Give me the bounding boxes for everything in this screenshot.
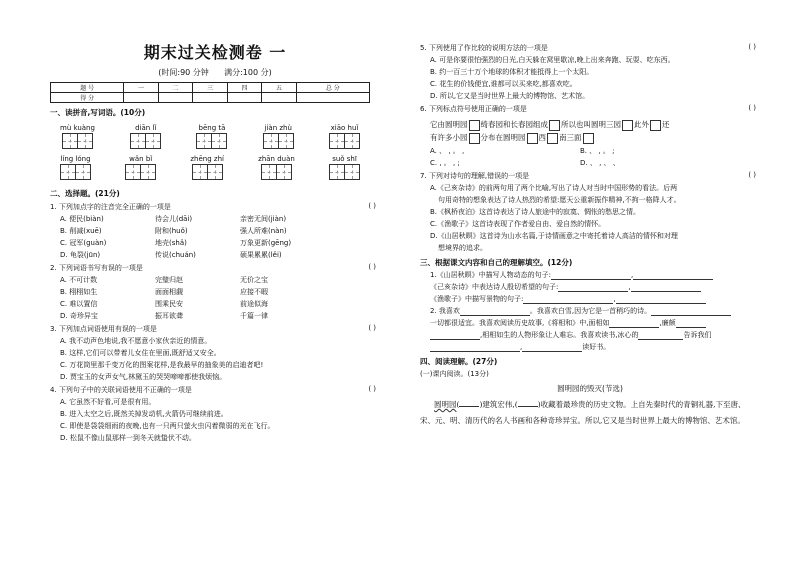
pinyin-item xyxy=(263,124,294,149)
option: 无价之宝 xyxy=(240,276,268,284)
writing-grid[interactable] xyxy=(329,133,360,149)
punct-box[interactable] xyxy=(650,120,661,131)
writing-grid[interactable] xyxy=(329,164,360,180)
passage-text: 分布在圆明园 xyxy=(480,133,526,142)
answer-blank[interactable] xyxy=(551,279,631,280)
option: D. 龟裂(jūn) xyxy=(60,251,101,259)
answer-paren[interactable]: ( ) xyxy=(748,171,756,179)
fill-line xyxy=(430,330,760,340)
section-2-heading: 二、选择题。(21分) xyxy=(50,189,120,198)
answer-paren[interactable]: ( ) xyxy=(368,263,376,271)
time-label: (时间:90 分钟 xyxy=(158,68,209,77)
passage-text: 所以也叫圆明三园 xyxy=(561,120,621,129)
score-input-cell[interactable] xyxy=(124,93,158,103)
option: C. 万花筒里那千变万化的图案花样,是我最早的抽象美的启迪者吧! xyxy=(60,361,264,369)
answer-paren[interactable]: ( ) xyxy=(368,324,376,332)
option: 待会儿(dāi) xyxy=(155,215,193,223)
pinyin-text: xiāo huǐ xyxy=(330,124,359,132)
writing-grid[interactable] xyxy=(130,133,161,149)
right-column xyxy=(420,40,760,429)
passage-text: 的青铜礼器,下至唐、宋、元、明、清历代的名人书画和各种奇珍异宝。所以,它 xyxy=(420,400,746,425)
option: 万象更新(gēng) xyxy=(240,239,292,247)
section-3-heading: 三、根据课文内容和自己的理解填空。(12分) xyxy=(420,258,573,267)
writing-grid[interactable] xyxy=(196,133,227,149)
question-text: 4. 下列句子中的关联词语使用不正确的一项是 xyxy=(50,386,192,394)
answer-blank[interactable] xyxy=(459,406,479,407)
fill-prompt: 读好书。 xyxy=(582,343,611,351)
fill-line: 《己亥杂诗》中表达诗人殷切希望的句子: , xyxy=(430,282,760,292)
answer-blank[interactable] xyxy=(633,279,713,280)
full-score-label: 满分:100 分) xyxy=(224,68,272,77)
option: C. 花生的价钱便宜,谁都可以买来吃,都喜欢吃。 xyxy=(430,80,577,88)
option: B. 进入太空之后,既然关掉发动机,火箭仍可继续前进。 xyxy=(60,410,228,418)
question-4 xyxy=(50,385,380,395)
writing-grid[interactable] xyxy=(261,164,292,180)
answer-paren[interactable]: ( ) xyxy=(368,385,376,393)
punct-box[interactable] xyxy=(622,120,633,131)
option: D. 所以,它又是当时世界上最大的博物馆、艺术馆。 xyxy=(430,92,590,100)
pinyin-item xyxy=(258,155,295,180)
q2-options xyxy=(60,275,380,321)
pinyin-row-1 xyxy=(60,124,360,149)
answer-blank[interactable] xyxy=(523,303,613,304)
pinyin-row-2 xyxy=(60,155,360,180)
left-column xyxy=(50,0,380,443)
question-text: 7. 下列对诗句的理解,错误的一项是 xyxy=(420,172,530,180)
score-head-cell: 题 号 xyxy=(51,83,124,93)
option: 亲密无间(jiàn) xyxy=(240,215,287,223)
answer-blank[interactable] xyxy=(676,327,706,328)
punct-box[interactable] xyxy=(469,120,480,131)
answer-blank[interactable] xyxy=(558,291,628,292)
fill-prompt: 告诉我们 xyxy=(683,331,712,339)
option: 强人所难(nàn) xyxy=(240,227,287,235)
answer-blank[interactable] xyxy=(430,339,480,340)
pinyin-text: diān lǐ xyxy=(135,124,157,132)
option: A. 不可计数 xyxy=(60,276,98,284)
question-2 xyxy=(50,263,380,273)
score-input-cell[interactable] xyxy=(262,93,296,103)
option: 千篇一律 xyxy=(240,312,268,320)
option: D.《山居秋暝》这首诗为山水名篇,于诗情画意之中寄托着诗人高洁的情怀和对理 xyxy=(430,232,678,240)
option: 附和(huǒ) xyxy=(155,227,188,235)
writing-grid[interactable] xyxy=(60,164,91,180)
question-text: 1. 下列加点字的注音完全正确的一项是 xyxy=(50,203,171,211)
fill-prompt: 。我喜欢白雪,因为它是一首稍巧的诗。 xyxy=(529,307,652,315)
score-head-cell: 四 xyxy=(227,83,261,93)
answer-paren[interactable]: ( ) xyxy=(368,202,376,210)
pinyin-text: bēng tā xyxy=(198,124,226,132)
subsection-heading: (一)课内阅读。(13分) xyxy=(420,370,489,378)
answer-blank[interactable] xyxy=(651,315,731,316)
pinyin-text: jiàn zhù xyxy=(264,124,292,132)
option: 完璧归赵 xyxy=(155,276,183,284)
answer-blank[interactable] xyxy=(518,406,538,407)
option: B.《枫桥夜泊》这首诗表达了诗人旅途中的寂寞、惆怅的愁思之情。 xyxy=(430,208,641,216)
writing-grid[interactable] xyxy=(263,133,294,149)
q6-options xyxy=(430,146,760,168)
option: A.《己亥杂诗》的前两句用了两个比喻,写出了诗人对当时中国形势的看法。后两 xyxy=(430,184,678,192)
option: D. 贾宝玉的女声女气,林黛玉的哭哭啼啼都使我烦恼。 xyxy=(60,373,227,381)
punct-box[interactable] xyxy=(469,133,480,144)
writing-grid[interactable] xyxy=(192,164,223,180)
pinyin-item xyxy=(60,155,91,180)
punct-box[interactable] xyxy=(547,133,558,144)
question-1 xyxy=(50,202,380,212)
passage-text: 它由圆明园 xyxy=(430,120,468,129)
answer-blank[interactable] xyxy=(522,351,582,352)
pinyin-text: líng lóng xyxy=(60,155,91,163)
reading-title: 圆明园的毁灭(节选) xyxy=(557,384,623,393)
fill-line xyxy=(430,318,760,328)
question-7 xyxy=(420,171,760,181)
pinyin-text: mù kuàng xyxy=(60,124,95,132)
passage-text: 此外 xyxy=(634,120,649,129)
fill-line xyxy=(430,306,760,316)
option: B. 栩栩如生 xyxy=(60,288,98,296)
answer-blank[interactable] xyxy=(460,315,530,316)
reading-passage: 圆明园( )建筑宏伟,( )收藏着最珍贵的历史文物。上自先秦时代的青铜礼器,下至唐、宋、元、明、清历代的名人书画和各种奇珍异宝。所以,它又是当时世界上最大的博物馆、艺术馆。 xyxy=(420,400,746,425)
punct-box[interactable] xyxy=(527,133,538,144)
score-head-cell: 二 xyxy=(158,83,192,93)
punct-box[interactable] xyxy=(583,133,594,144)
passage-text: 西 xyxy=(538,133,546,142)
pinyin-item xyxy=(60,124,95,149)
answer-paren[interactable]: ( ) xyxy=(748,43,756,51)
passage-text: 南三面 xyxy=(559,133,582,142)
punct-box[interactable] xyxy=(549,120,560,131)
pinyin-item xyxy=(130,124,161,149)
option: B. 这样,它们可以带着儿女住在里面,既舒适又安全。 xyxy=(60,349,221,357)
option: D. 奇珍异宝 xyxy=(60,312,98,320)
q1-options xyxy=(60,214,380,260)
question-3 xyxy=(50,324,380,334)
option: 地壳(shǎ) xyxy=(155,239,187,247)
passage-text: 圆明园 xyxy=(434,400,457,409)
fill-prompt: ,相相如生的人物形象让人难忘。我喜欢读书,冰心的 xyxy=(480,331,639,339)
fill-prompt: 2. 我喜欢 xyxy=(430,307,460,315)
score-head-cell: 一 xyxy=(124,83,158,93)
score-head-cell: 五 xyxy=(262,83,296,93)
question-text: 2. 下列词语书写有误的一项是 xyxy=(50,264,143,272)
option: C. , 。 , ; xyxy=(430,159,460,167)
pinyin-text: wǎn bǐ xyxy=(129,155,153,163)
fill-prompt: 《己亥杂诗》中表达诗人殷切希望的句子: xyxy=(430,283,559,291)
option: A. 可是你要很怕强烈的日光,白天躲在窝里歇凉,晚上出来奔跑、玩耍、吃东西。 xyxy=(430,56,675,64)
writing-grid[interactable] xyxy=(125,164,156,180)
option: D. 、 , 、 、 xyxy=(580,159,620,167)
option: C.《渔歌子》这首诗表现了作者爱自由、爱自然的情怀。 xyxy=(430,220,606,228)
fill-line: 《渔歌子》中描写景物的句子: , xyxy=(430,294,760,304)
pinyin-item xyxy=(196,124,227,149)
answer-blank[interactable] xyxy=(609,327,659,328)
fill-prompt: ,廉颇 xyxy=(659,319,676,327)
option: C. 冠军(guàn) xyxy=(60,239,107,247)
pinyin-item xyxy=(329,124,360,149)
option: 应接不暇 xyxy=(240,288,268,296)
option: 硕果累累(lěi) xyxy=(240,251,282,259)
question-6 xyxy=(420,104,760,114)
score-row-label: 得 分 xyxy=(51,93,124,103)
exam-title: 期末过关检测卷 一 xyxy=(143,43,287,62)
passage-text: 收藏着最珍贵的历史文物。上自先秦时代 xyxy=(540,400,676,409)
question-5 xyxy=(420,43,760,53)
answer-paren[interactable]: ( ) xyxy=(748,104,756,112)
score-head-cell: 三 xyxy=(193,83,227,93)
option: B. 削减(xuē) xyxy=(60,227,102,235)
option: D. 松鼠不像山鼠那样一到冬天就蛰伏不动。 xyxy=(60,434,196,442)
q6-passage xyxy=(430,118,760,144)
option: C. 难以置信 xyxy=(60,300,98,308)
fill-prompt: 1.《山居秋暝》中描写人物动态的句子: xyxy=(430,271,552,279)
writing-grid[interactable] xyxy=(62,133,93,149)
pinyin-item xyxy=(190,155,224,180)
question-text: 5. 下列使用了作比较的说明方法的一项是 xyxy=(420,44,548,52)
score-value-row xyxy=(51,93,370,103)
score-head-cell: 总 分 xyxy=(296,83,369,93)
option: B. 、 , 。 ; xyxy=(580,147,615,155)
passage-text: 又是当时世界上最大的博物馆、艺术馆。 xyxy=(609,416,745,425)
pinyin-text: zhēng zhí xyxy=(190,155,224,163)
option: 面面相觑 xyxy=(155,288,183,296)
question-text: 3. 下列加点词语使用有误的一项是 xyxy=(50,325,157,333)
option: 句用奇特的想象表达了诗人热烈的希望:愿天公重新振作精神,不拘一格降人才。 xyxy=(438,196,681,204)
fill-prompt: 一切都很适宜。我喜欢阅读历史故事,《将相和》中,面相如 xyxy=(430,319,610,327)
option: C. 即使是袋袋细雨的夜晚,也有一只两只萤火虫闪着微弱的光在飞行。 xyxy=(60,422,275,430)
exam-meta xyxy=(50,67,380,78)
question-text: 6. 下列标点符号使用正确的一项是 xyxy=(420,105,527,113)
score-input-cell[interactable] xyxy=(296,93,369,103)
option: 围乘民安 xyxy=(155,300,183,308)
passage-text: 建筑宏伟, xyxy=(482,400,515,409)
passage-text: 绮春园和长春园组成 xyxy=(480,120,548,129)
option: 传说(chuán) xyxy=(155,251,196,259)
option: 前途似海 xyxy=(240,300,268,308)
pinyin-item xyxy=(329,155,360,180)
fill-line: 1.《山居秋暝》中描写人物动态的句子: , xyxy=(430,270,760,280)
pinyin-text: zhān duàn xyxy=(258,155,295,163)
section-4-heading: 四、阅读理解。(27分) xyxy=(420,357,498,366)
pinyin-item xyxy=(125,155,156,180)
option: A. 我不动声色地说,我不愿意小家伙亲近的情意。 xyxy=(60,337,212,345)
fill-line: , 读好书。 xyxy=(430,342,760,352)
option: A. 它虽然不好看,可是很有用。 xyxy=(60,398,156,406)
score-input-cell[interactable] xyxy=(193,93,227,103)
passage-text: 还 xyxy=(662,120,670,129)
option: A. 、 , 。 , xyxy=(430,147,465,155)
score-input-cell[interactable] xyxy=(227,93,261,103)
option: B. 约一百三十万个地球的体积才能抵得上一个太阳。 xyxy=(430,68,594,76)
score-input-cell[interactable] xyxy=(158,93,192,103)
option: 振耳欲聋 xyxy=(155,312,183,320)
section-1-heading: 一、读拼音,写词语。(10分) xyxy=(50,108,146,117)
answer-blank[interactable] xyxy=(616,303,706,304)
score-header-row xyxy=(51,83,370,93)
pinyin-text: suǒ shī xyxy=(332,155,357,163)
option: 想境界的追求。 xyxy=(438,244,487,252)
answer-blank[interactable] xyxy=(430,351,520,352)
fill-prompt: 《渔歌子》中描写景物的句子: xyxy=(430,295,524,303)
score-table xyxy=(50,82,370,103)
option: A. 便民(biàn) xyxy=(60,215,104,223)
answer-blank[interactable] xyxy=(631,291,701,292)
passage-text: 有许多小园 xyxy=(430,133,468,142)
answer-blank[interactable] xyxy=(638,339,683,340)
